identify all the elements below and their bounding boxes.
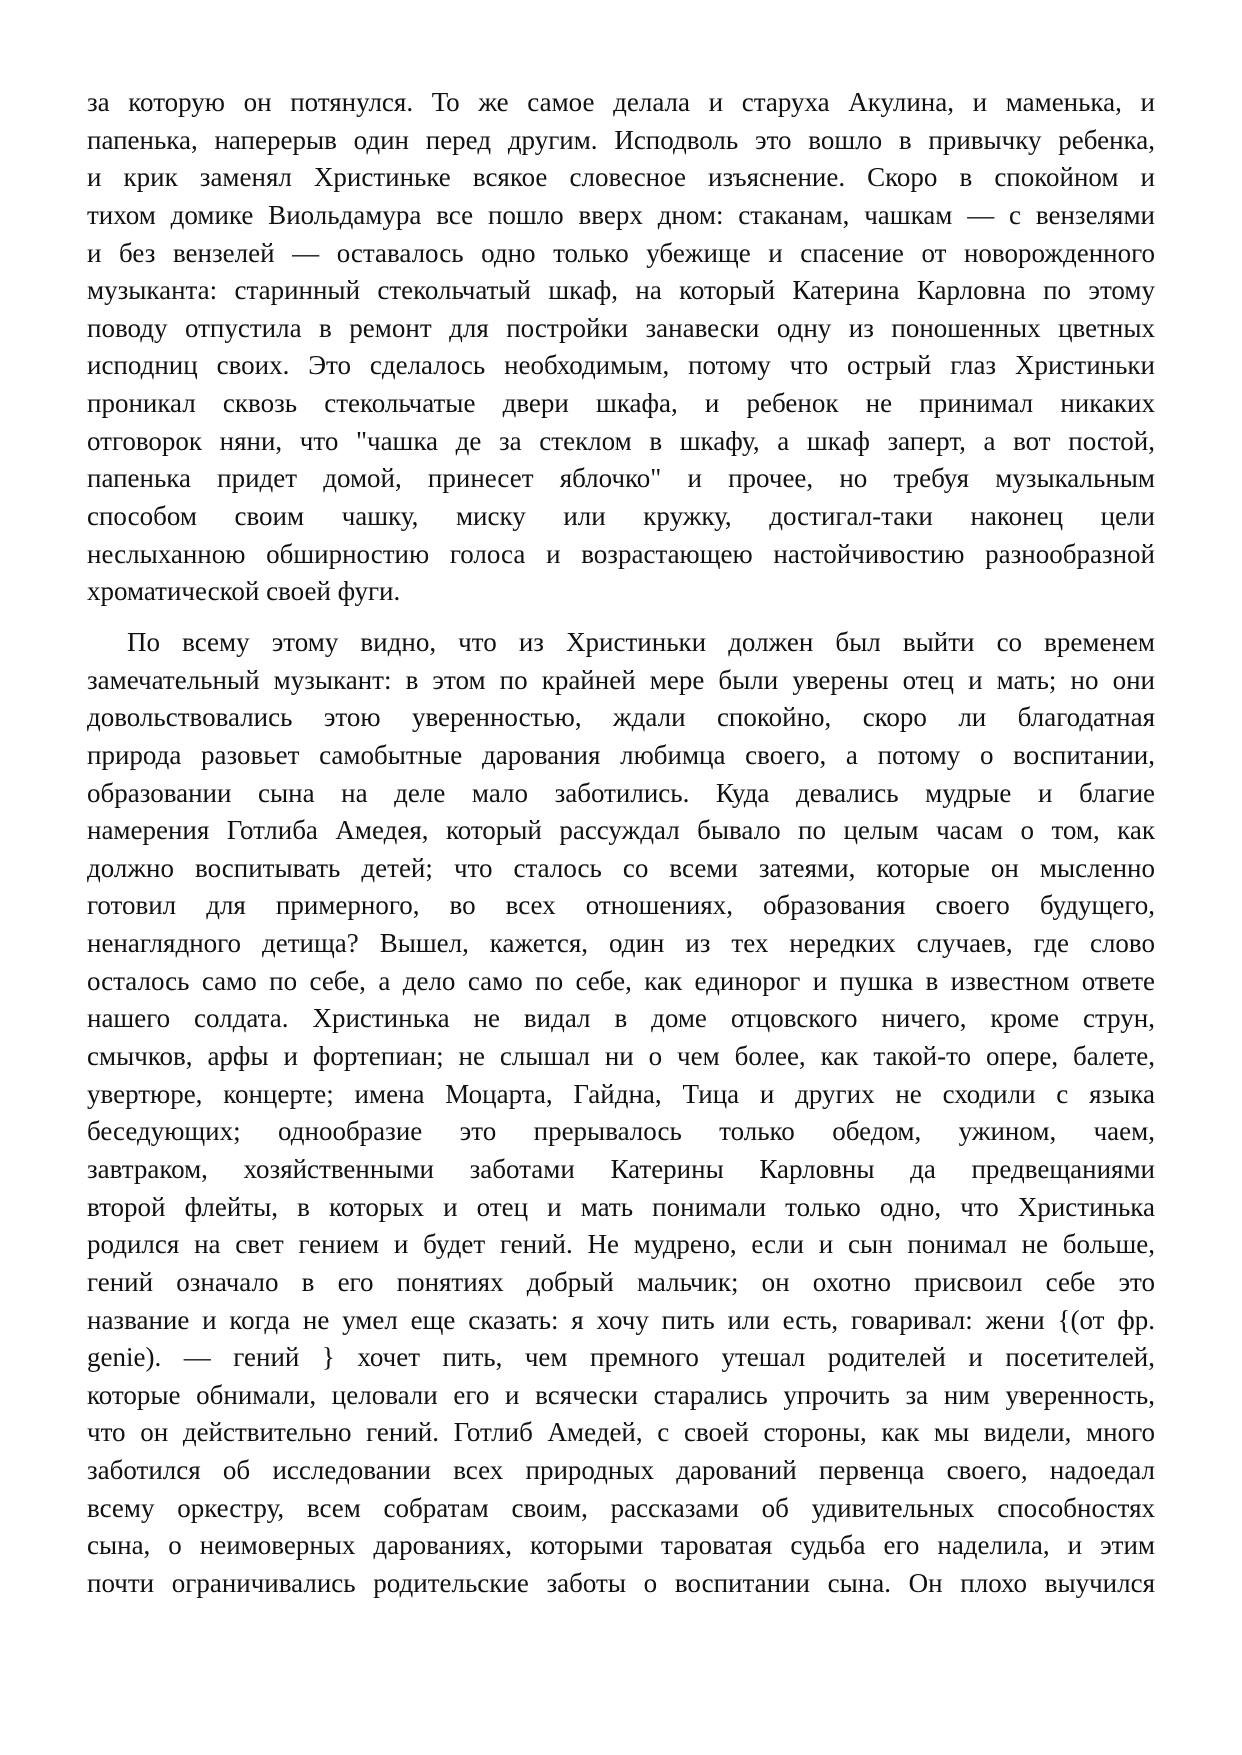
text-line: почти ограничивались родительские заботы о воспитании сына. Он плохо выучился <box>87 1567 1155 1598</box>
text-line: нашего солдата. Христинька не видал в доме отцовского ничего, кроме струн, <box>87 1003 1155 1034</box>
text-line: ненаглядного детища? Вышел, кажется, один из тех нередких случаев, где слово <box>87 928 1155 959</box>
text-line: осталось само по себе, а дело само по себе, как единорог и пушка в известном ответе <box>87 965 1155 996</box>
text-line: проникал сквозь стекольчатые двери шкафа, и ребенок не принимал никаких <box>87 388 1155 419</box>
text-line: неслыханною обширностию голоса и возрастающею настойчивостию разнообразной <box>87 538 1155 569</box>
text-line: и без вензелей — оставалось одно только убежище и спасение от новорожденного <box>87 237 1155 268</box>
text-line: По всему этому видно, что из Христиньки должен был выйти со временем <box>127 626 1155 657</box>
text-line: название и когда не умел еще сказать: я хочу пить или есть, говаривал: жени {(от фр. <box>87 1304 1155 1335</box>
text-line: беседующих; однообразие это прерывалось только обедом, ужином, чаем, <box>87 1116 1155 1147</box>
text-line: папенька, наперерыв один перед другим. Исподволь это вошло в привычку ребенка, <box>87 124 1155 155</box>
text-line: способом своим чашку, миску или кружку, достигал-таки наконец цели <box>87 501 1155 532</box>
text-line: отговорок няни, что "чашка де за стеклом в шкафу, а шкаф заперт, а вот постой, <box>87 425 1155 456</box>
text-line: готовил для примерного, во всех отношениях, образования своего будущего, <box>87 890 1155 921</box>
paragraph-1 <box>87 84 1155 611</box>
text-line: природа разовьет самобытные дарования любимца своего, а потому о воспитании, <box>87 739 1155 770</box>
text-line: замечательный музыкант: в этом по крайней мере были уверены отец и мать; но они <box>87 664 1155 695</box>
text-line: хроматической своей фуги. <box>87 576 401 607</box>
body-text <box>87 84 1155 1603</box>
text-line: гений означало в его понятиях добрый мальчик; он охотно присвоил себе это <box>87 1266 1155 1297</box>
text-line: тихом домике Виольдамура все пошло вверх дном: стаканам, чашкам — с вензелями <box>87 199 1155 230</box>
text-line: довольствовались этою уверенностью, ждали спокойно, скоро ли благодатная <box>87 702 1155 733</box>
text-line: и крик заменял Христиньке всякое словесное изъяснение. Скоро в спокойном и <box>87 162 1155 193</box>
paragraph-2 <box>87 624 1155 1603</box>
text-line: всему оркестру, всем собратам своим, рассказами об удивительных способностях <box>87 1492 1155 1523</box>
text-line: смычков, арфы и фортепиан; не слышал ни о чем более, как такой-то опере, балете, <box>87 1041 1155 1072</box>
text-line: исподниц своих. Это сделалось необходимым, потому что острый глаз Христиньки <box>87 350 1155 381</box>
text-line: увертюре, концерте; имена Моцарта, Гайдна, Тица и других не сходили с языка <box>87 1078 1155 1109</box>
text-line: папенька придет домой, принесет яблочко" и прочее, но требуя музыкальным <box>87 463 1155 494</box>
text-line: поводу отпустила в ремонт для постройки занавески одну из поношенных цветных <box>87 312 1155 343</box>
text-line: сына, о неимоверных дарованиях, которыми тароватая судьба его наделила, и этим <box>87 1530 1155 1561</box>
text-line: должно воспитывать детей; что сталось со всеми затеями, которые он мысленно <box>87 852 1155 883</box>
text-line: завтраком, хозяйственными заботами Катерины Карловны да предвещаниями <box>87 1153 1155 1184</box>
text-line: genie). — гений } хочет пить, чем премного утешал родителей и посетителей, <box>87 1342 1155 1373</box>
text-line: второй флейты, в которых и отец и мать понимали только одно, что Христинька <box>87 1191 1155 1222</box>
text-line: за которую он потянулся. То же самое делала и старуха Акулина, и маменька, и <box>87 87 1155 117</box>
text-line: что он действительно гений. Готлиб Амедей, с своей стороны, как мы видели, много <box>87 1417 1155 1448</box>
text-line: родился на свет гением и будет гений. Не мудрено, если и сын понимал не больше, <box>87 1229 1155 1260</box>
text-line: образовании сына на деле мало заботились. Куда девались мудрые и благие <box>87 777 1155 808</box>
text-line: которые обнимали, целовали его и всячески старались упрочить за ним уверенность, <box>87 1379 1155 1410</box>
text-line: заботился об исследовании всех природных дарований первенца своего, надоедал <box>87 1455 1155 1486</box>
text-line: музыканта: старинный стекольчатый шкаф, на который Катерина Карловна по этому <box>87 275 1155 306</box>
text-line: намерения Готлиба Амедея, который рассуждал бывало по целым часам о том, как <box>87 815 1155 846</box>
